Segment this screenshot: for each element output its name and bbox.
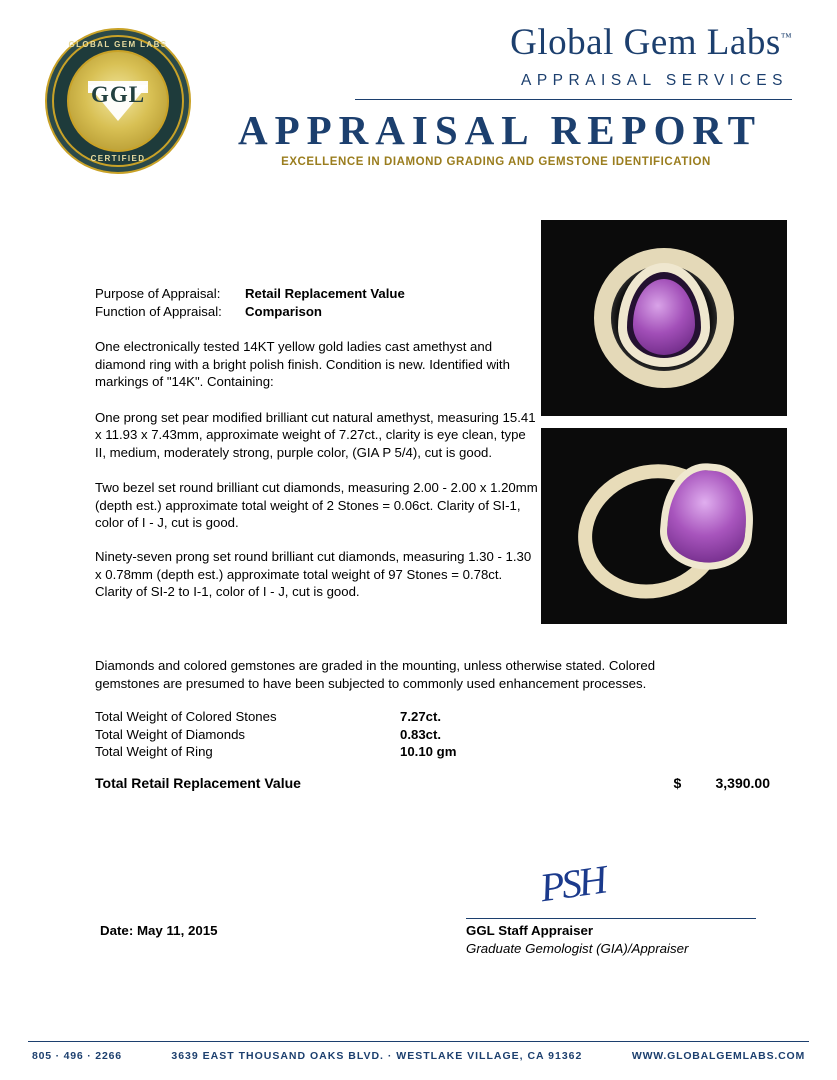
company-name-text: Global Gem Labs <box>510 22 781 63</box>
signature-script: PSH <box>537 856 608 911</box>
totals-table <box>95 708 565 761</box>
function-row <box>95 303 540 321</box>
item-description: One electronically tested 14KT yellow gold ladies cast amethyst and diamond ring with a bright polish finish. Condition is new. Identified with markings of "14K". Containing: <box>95 339 510 390</box>
logo-arc-top-text: GLOBAL GEM LABS <box>68 40 168 49</box>
total-diamonds-label: Total Weight of Diamonds <box>95 726 246 742</box>
stone-paragraph-prong-diamonds: Ninety-seven prong set round brilliant cut diamonds, measuring 1.30 - 1.30 x 0.78mm (depth est.) approximate total weight of 97 Stones = 0.78ct. Clarity of SI-2 to I-1, color of I - J, cut is good. <box>95 549 532 600</box>
header-tagline: EXCELLENCE IN DIAMOND GRADING AND GEMSTONE IDENTIFICATION <box>281 156 711 168</box>
grand-total-label: Total Retail Replacement Value <box>95 775 301 791</box>
purpose-row <box>95 285 540 303</box>
purpose-value: Retail Replacement Value <box>245 286 405 301</box>
trademark-symbol: ™ <box>780 31 792 44</box>
ring-photo-angled-view <box>541 428 787 624</box>
table-row <box>95 726 565 744</box>
total-colored-stones-value: 7.27ct. <box>400 709 442 724</box>
grading-note: Diamonds and colored gemstones are graded in the mounting, unless otherwise stated. Colored gemstones are presumed to have been subjected to commonly used enhancement processes. <box>95 658 656 691</box>
grand-total-amount <box>674 775 771 791</box>
table-row <box>95 708 565 726</box>
function-value: Comparison <box>245 303 322 319</box>
footer-website[interactable]: WWW.GLOBALGEMLABS.COM <box>631 1050 805 1062</box>
grand-total-value: 3,390.00 <box>715 775 770 791</box>
brand-block <box>200 24 792 168</box>
date-block <box>100 923 218 938</box>
ring-illustration-top <box>589 243 739 393</box>
purpose-label: Purpose of Appraisal: <box>95 286 221 301</box>
grand-total-row <box>95 775 770 791</box>
document-footer <box>0 1041 837 1062</box>
footer-row <box>0 1050 837 1062</box>
appraisal-services-subtitle: APPRAISAL SERVICES <box>521 72 788 89</box>
logo-initials: GGL <box>90 82 146 108</box>
appraiser-credentials: Graduate Gemologist (GIA)/Appraiser <box>466 941 689 956</box>
currency-symbol: $ <box>673 775 682 791</box>
function-label: Function of Appraisal: <box>95 303 222 319</box>
signature-line <box>466 918 756 919</box>
total-ring-weight-value: 10.10 gm <box>400 744 457 760</box>
footer-phone: 805 · 496 · 2266 <box>32 1050 122 1062</box>
stone-paragraph-bezel-diamonds: Two bezel set round brilliant cut diamonds, measuring 2.00 - 2.00 x 1.20mm (depth est.) approximate total weight of 2 Stones = 0.06ct. Clarity of SI-1, color of I - J, cut is good. <box>95 480 538 531</box>
document-header <box>0 0 837 185</box>
date-label: Date: <box>100 923 134 938</box>
ring-photo-top-view <box>541 220 787 416</box>
photo-column <box>541 220 787 636</box>
date-value: May 11, 2015 <box>136 923 218 938</box>
ring-illustration-angled <box>550 428 778 624</box>
company-logo <box>45 28 191 174</box>
appraiser-title: GGL Staff Appraiser <box>466 923 594 938</box>
appraisal-text-column <box>95 285 540 601</box>
footer-address: 3639 EAST THOUSAND OAKS BLVD. · WESTLAKE VILLAGE, CA 91362 <box>171 1050 583 1062</box>
company-name <box>200 24 792 61</box>
total-colored-stones-label: Total Weight of Colored Stones <box>95 709 277 724</box>
footer-divider <box>28 1041 809 1042</box>
stone-paragraph-amethyst: One prong set pear modified brilliant cut natural amethyst, measuring 15.41 x 11.93 x 7.43mm, approximate weight of 7.27ct., clarity is eye clean, type II, medium, moderately strong, purple color, (GIA P 5/4), cut is good. <box>95 409 536 460</box>
total-diamonds-value: 0.83ct. <box>400 726 442 742</box>
table-row <box>95 743 565 761</box>
logo-arc-bottom-text: CERTIFIED <box>90 154 146 163</box>
total-ring-weight-label: Total Weight of Ring <box>95 744 213 760</box>
header-divider <box>355 99 792 100</box>
report-title: APPRAISAL REPORT <box>237 107 763 153</box>
